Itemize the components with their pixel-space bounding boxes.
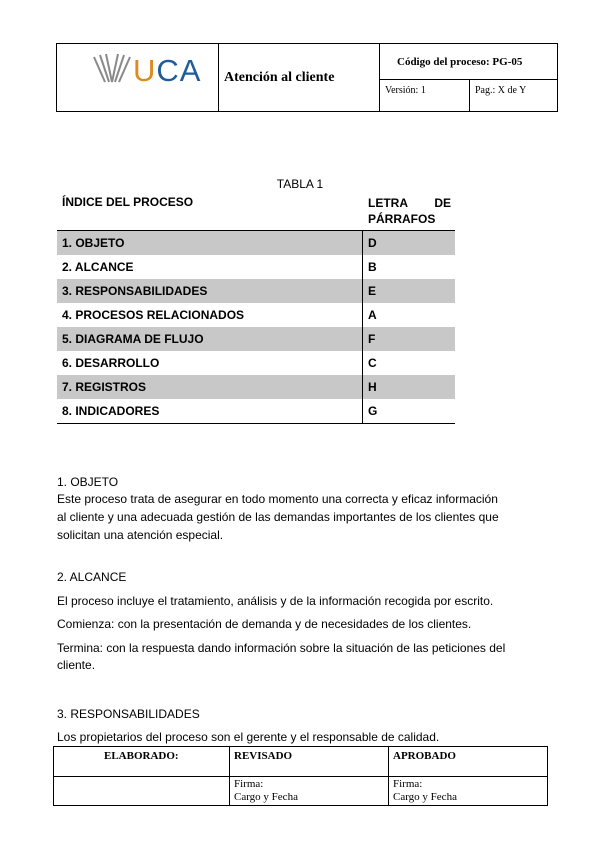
objeto-line: solicitan una atención especial. xyxy=(57,528,224,542)
page-label: Pag.: X de Y xyxy=(475,85,527,96)
table-row: 7. REGISTROS H xyxy=(57,375,455,399)
uca-logo: UCA xyxy=(91,50,211,90)
table-row: 8. INDICADORES G xyxy=(57,399,455,424)
index-col-header: ÍNDICE DEL PROCESO xyxy=(62,195,194,209)
responsabilidades-paragraph: Los propietarios del proceso son el gerente y el responsable de calidad. xyxy=(57,730,440,744)
elaborado-label: ELABORADO: xyxy=(104,750,179,762)
objeto-line: Este proceso trata de asegurar en todo momento una correcta y eficaz información xyxy=(57,492,498,506)
aprobado-label: APROBADO xyxy=(393,750,456,762)
revisado-signature-field: Firma: Cargo y Fecha xyxy=(234,778,298,803)
table-row: 3. RESPONSABILIDADES E xyxy=(57,279,455,303)
version-label: Versión: 1 xyxy=(385,85,426,96)
aprobado-signature-field: Firma: Cargo y Fecha xyxy=(393,778,457,803)
letter-col-header: LETRA DE PÁRRAFOS xyxy=(368,196,451,226)
approval-table xyxy=(53,746,548,806)
objeto-line: al cliente y una adecuada gestión de las demandas importantes de los clientes que xyxy=(57,510,499,524)
table-row: 2. ALCANCE B xyxy=(62,260,377,274)
table-row: 4. PROCESOS RELACIONADOS A xyxy=(62,308,377,322)
section-heading-responsabilidades: 3. RESPONSABILIDADES xyxy=(57,707,200,721)
process-index-table xyxy=(57,194,455,424)
document-title: Atención al cliente xyxy=(224,70,335,85)
alcance-paragraph: Termina: con la respuesta dando información sobre la situación de las peticiones del xyxy=(57,641,506,655)
uca-emblem-icon xyxy=(91,52,133,86)
table-row: 5. DIAGRAMA DE FLUJO F xyxy=(57,327,455,351)
section-heading-objeto: 1. OBJETO xyxy=(57,475,119,489)
alcance-paragraph: cliente. xyxy=(57,658,96,672)
section-heading-alcance: 2. ALCANCE xyxy=(57,570,127,584)
table-row: 6. DESARROLLO C xyxy=(62,356,377,370)
process-code: Código del proceso: PG-05 xyxy=(397,56,523,68)
alcance-paragraph: Comienza: con la presentación de demanda y de necesidades de los clientes. xyxy=(57,617,472,631)
document-header xyxy=(56,43,558,112)
index-table-header xyxy=(57,194,455,231)
alcance-paragraph: El proceso incluye el tratamiento, análisis y de la información recogida por escrito. xyxy=(57,594,494,608)
revisado-label: REVISADO xyxy=(234,750,293,762)
table-row: 1. OBJETO D xyxy=(57,231,455,255)
table-caption: TABLA 1 xyxy=(276,177,324,191)
